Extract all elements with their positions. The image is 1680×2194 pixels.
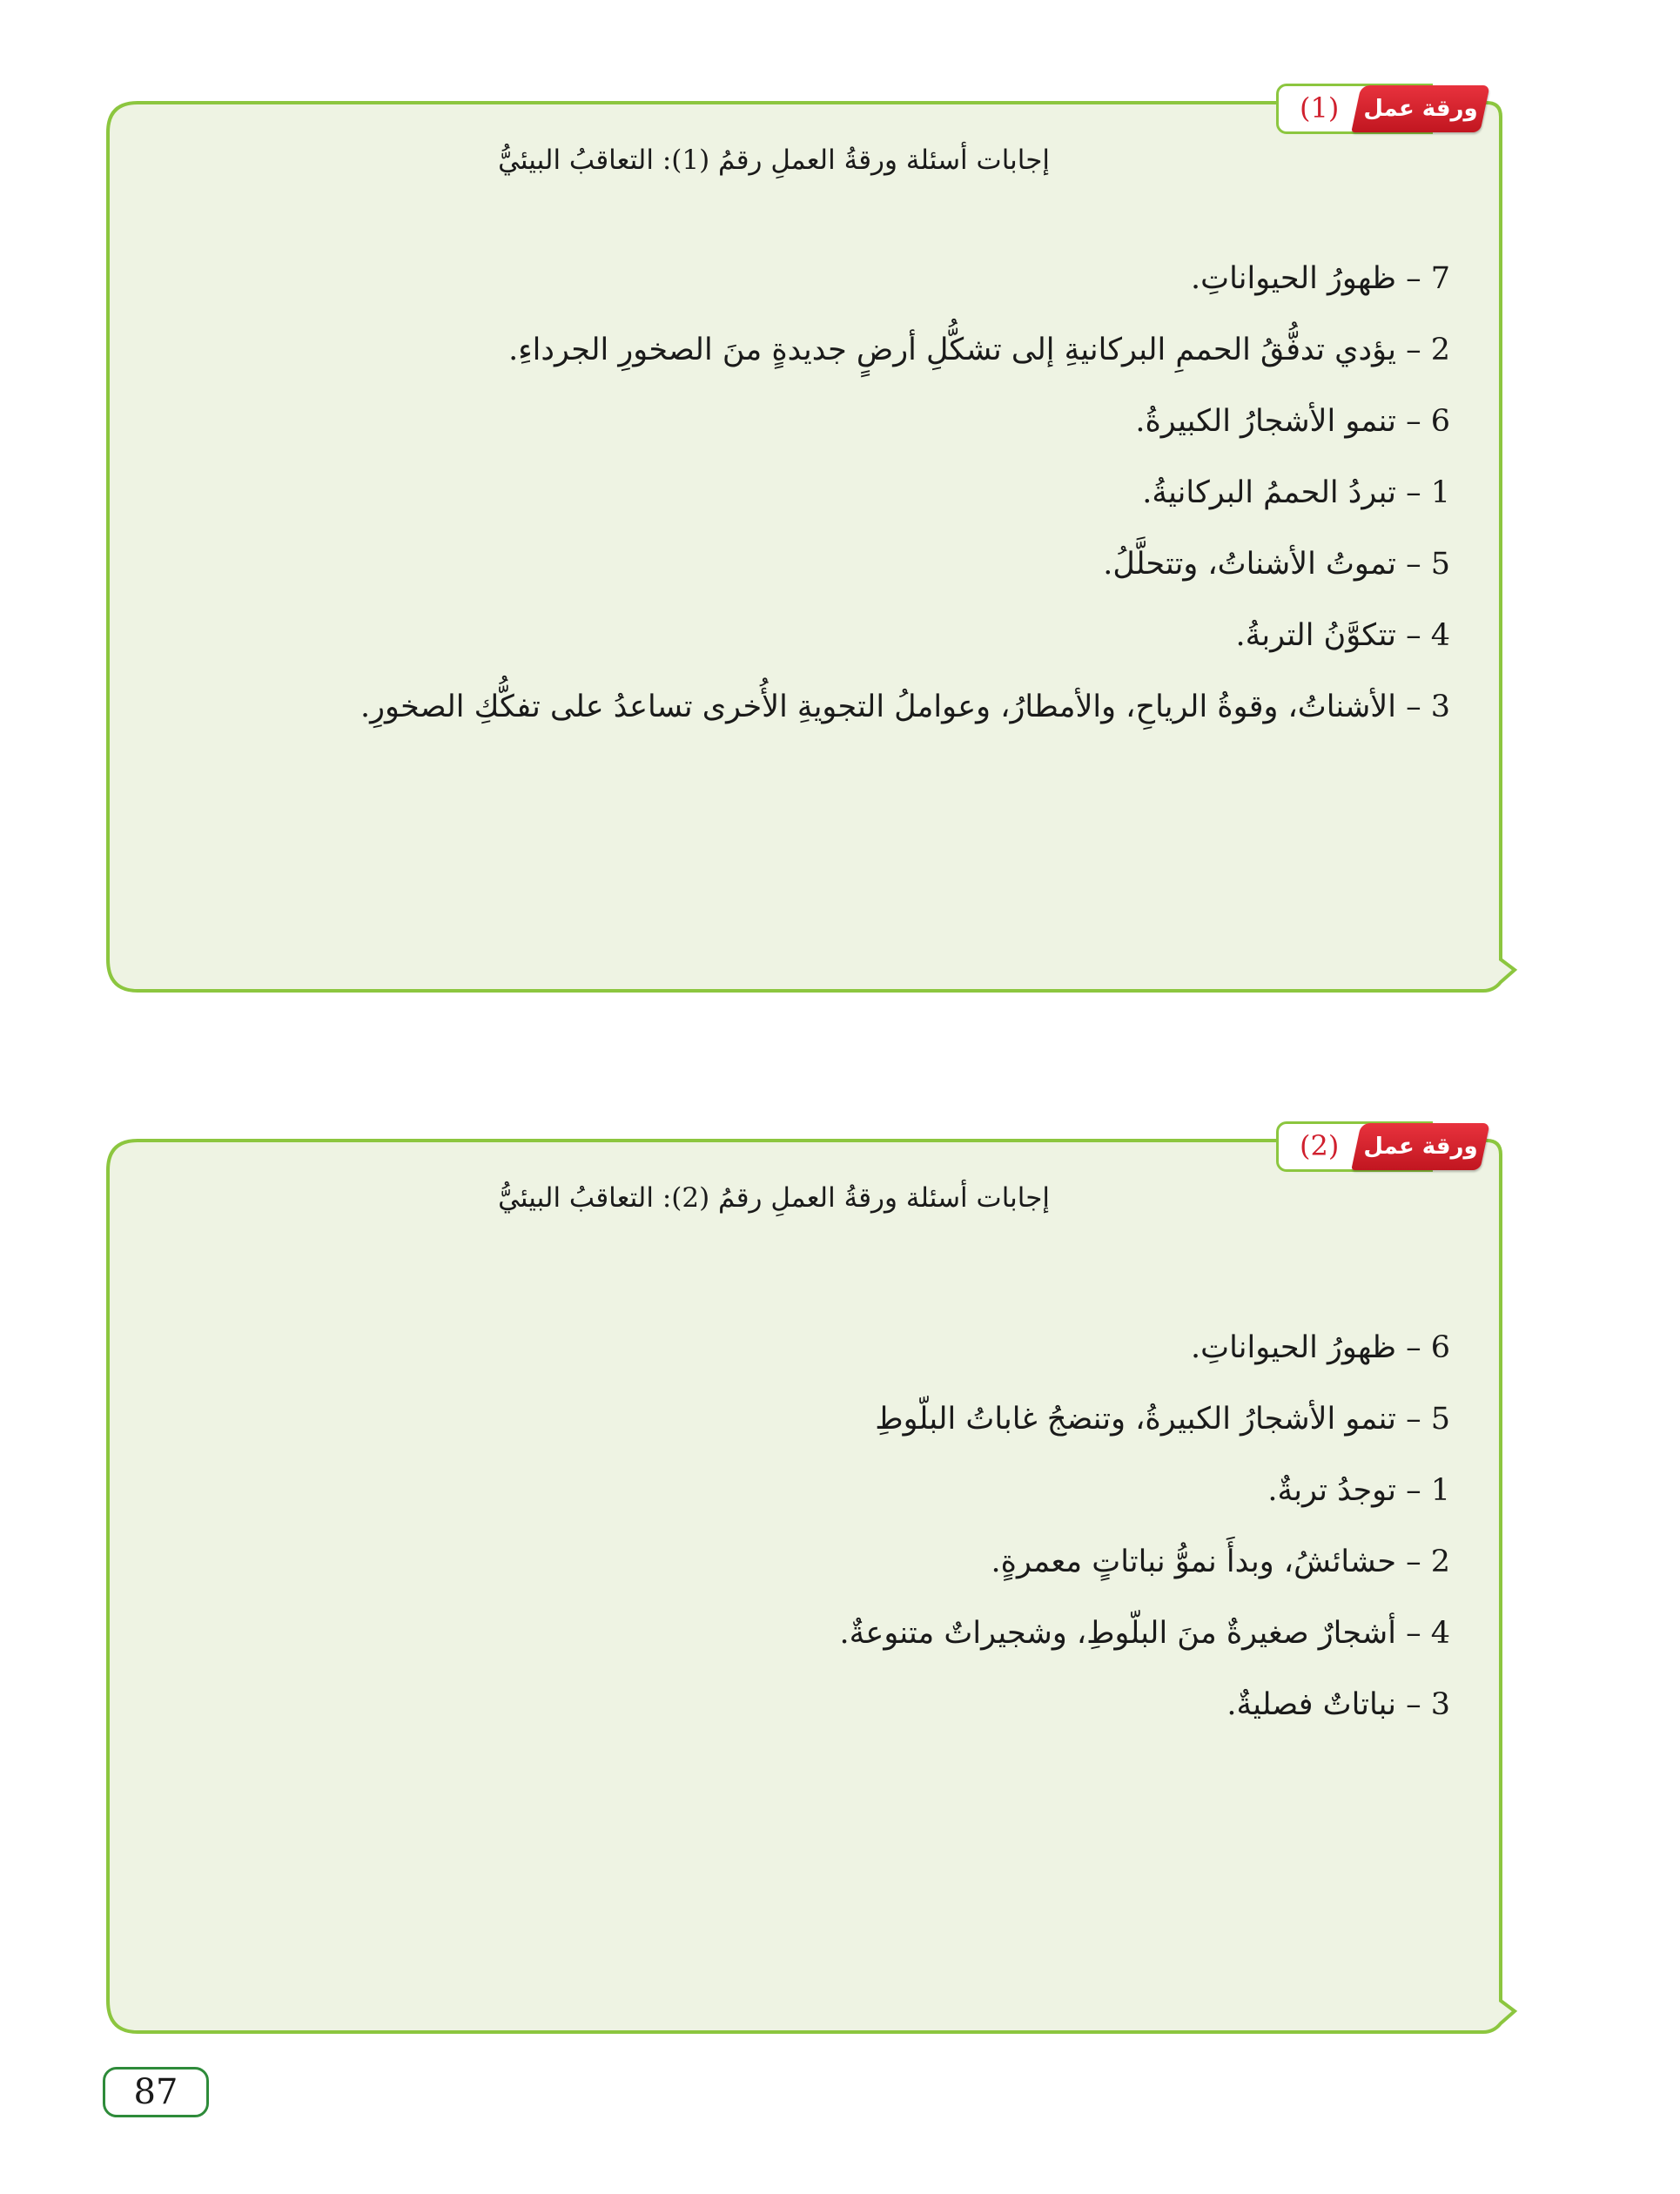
answer-item: 5 – تنمو الأشجارُ الكبيرةُ، وتنضجُ غاباتُ البلّوطِ <box>875 1402 1450 1437</box>
answer-item: 2 – حشائشُ، وبدأَ نموُّ نباتاتٍ معمرةٍ. <box>991 1545 1450 1579</box>
answer-item: 1 – تبردُ الحممُ البركانيةُ. <box>1142 475 1450 510</box>
answer-item: 3 – نباتاتٌ فصليةٌ. <box>1226 1687 1450 1722</box>
answer-item: 1 – توجدُ تربةٌ. <box>1267 1473 1450 1508</box>
answer-item: 2 – يؤدي تدفُّقُ الحممِ البركانيةِ إلى تشكُّلِ أرضٍ جديدةٍ منَ الصخورِ الجرداءِ. <box>508 333 1450 367</box>
worksheet-tab <box>1274 1121 1485 1174</box>
worksheet-tab <box>1274 84 1485 136</box>
tab-label: ورقة عمل <box>1363 96 1478 122</box>
answer-item: 4 – تتكوَّنُ التربةُ. <box>1235 618 1450 653</box>
answer-list <box>155 1330 1450 1759</box>
tab-number: (1) <box>1300 91 1340 125</box>
answer-item: 6 – تنمو الأشجارُ الكبيرةُ. <box>1135 404 1450 439</box>
worksheet-1 <box>103 91 1520 994</box>
worksheet-title: إجابات أسئلة ورقةُ العملِ رقمُ (1): التعاقبُ البيئيُّ <box>498 145 1050 176</box>
answer-item: 3 – الأشناتُ، وقوةُ الرياحِ، والأمطارُ، وعواملُ التجويةِ الأُخرى تساعدُ على تفكُّكِ الصخورِ. <box>360 690 1450 724</box>
worksheet-title: إجابات أسئلة ورقةُ العملِ رقمُ (2): التعاقبُ البيئيُّ <box>498 1182 1050 1214</box>
answer-item: 7 – ظهورُ الحيواناتِ. <box>1191 261 1450 296</box>
page-number: 87 <box>103 2067 209 2117</box>
answer-item: 6 – ظهورُ الحيواناتِ. <box>1191 1330 1450 1365</box>
answer-item: 4 – أشجارٌ صغيرةٌ منَ البلّوطِ، وشجيراتٌ متنوعةٌ. <box>839 1616 1450 1651</box>
answer-list <box>155 261 1450 761</box>
answer-item: 5 – تموتُ الأشناتُ، وتتحلَّلُ. <box>1103 547 1450 582</box>
tab-number: (2) <box>1300 1129 1340 1162</box>
tab-label: ورقة عمل <box>1363 1134 1478 1160</box>
worksheet-2 <box>103 1129 1520 2036</box>
